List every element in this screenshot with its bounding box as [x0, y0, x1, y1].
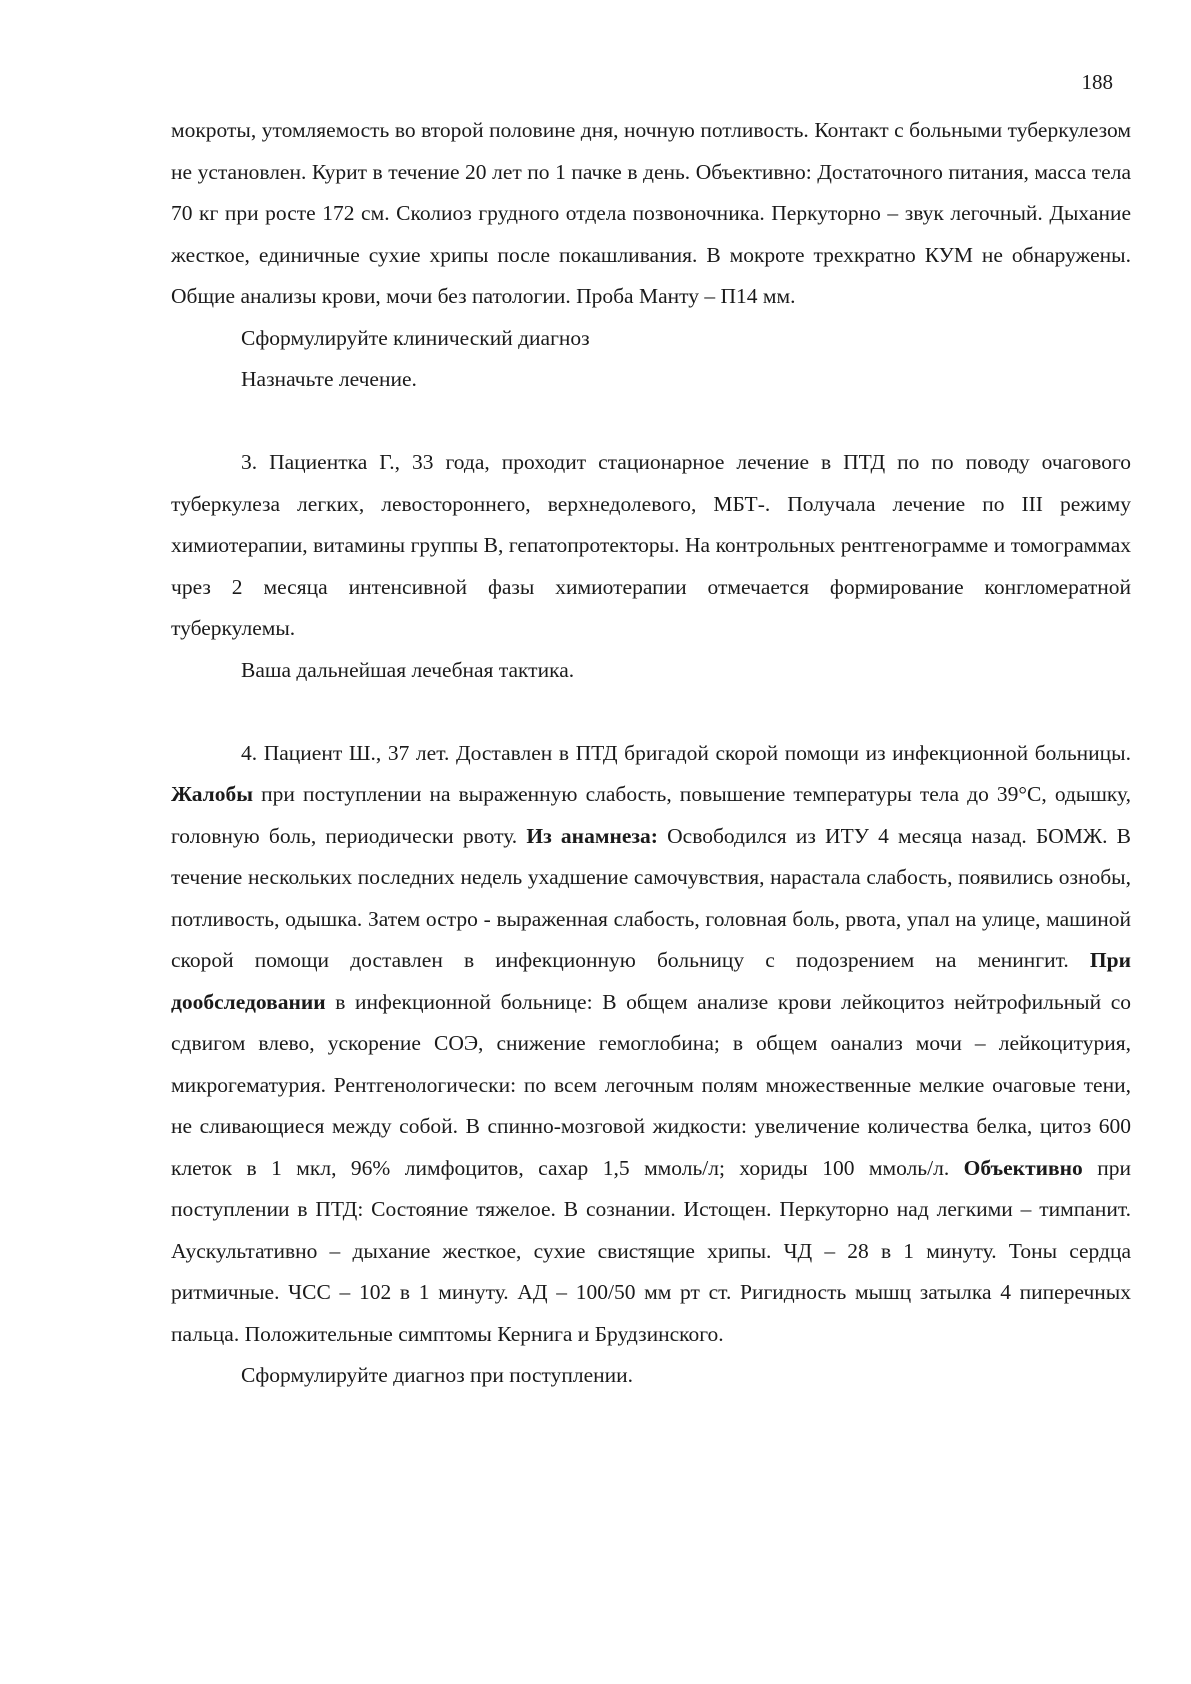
- anamnesis-text: Освободился из ИТУ 4 месяца назад. БОМЖ. В течение нескольких последних недель ухадшение самочувствия, нарастала слабость, появились ознобы, потливость, одышка. Затем остро - выраженная слабость, головная боль, рвота, упал на улице, машиной скорой помощи доставлен в инфекционную больницу с подозрением на менингит.: [171, 823, 1132, 972]
- page-number: 188: [1081, 70, 1113, 94]
- case-3-text: 3. Пациентка Г., 33 года, проходит стационарное лечение в ПТД по по поводу очагового туберкулеза легких, левостороннего, верхнедолевого, МБТ-. Получала лечение по III режиму химиотерапии, витамины группы В, гепатопротекторы. На контрольных рентгенограмме и томограммах чрез 2 месяца интенсивной фазы химиотерапии отмечается формирование конгломератной туберкулемы.: [171, 450, 1131, 640]
- paragraph-gap: [171, 401, 1131, 443]
- objective-label: Объективно: [963, 1155, 1083, 1180]
- case-4-task: Сформулируйте диагноз при поступлении.: [241, 1363, 634, 1387]
- case-4-text: [171, 733, 1131, 1356]
- case-2-continuation: мокроты, утомляемость во второй половине дня, ночную потливость. Контакт с больными туберкулезом не установлен. Курит в течение 20 лет по 1 пачке в день. Объективно: Достаточного питания, масса тела 70 кг при росте 172 см. Сколиоз грудного отдела позвоночника. Перкуторно – звук легочный. Дыхание жесткое, единичные сухие хрипы после покашливания. В мокроте трехкратно КУМ не обнаружены. Общие анализы крови, мочи без патологии. Проба Манту – П14 мм.: [171, 118, 1131, 308]
- case-2-task-diagnosis: Сформулируйте клинический диагноз: [241, 325, 590, 350]
- case-4-intro: 4. Пациент Ш., 37 лет. Доставлен в ПТД бригадой скорой помощи из инфекционной больницы.: [241, 740, 1131, 765]
- paragraph-gap: [171, 691, 1131, 733]
- objective-text: при поступлении в ПТД: Состояние тяжелое. В сознании. Истощен. Перкуторно над легкими – тимпанит. Аускультативно – дыхание жесткое, сухие свистящие хрипы. ЧД – 28 в 1 минуту. Тоны сердца ритмичные. ЧСС – 102 в 1 минуту. АД – 100/50 мм рт ст. Ригидность мышц затылка 4 пиперечных пальца. Положительные симптомы Кернига и Брудзинского.: [171, 1155, 1132, 1346]
- document-body: [171, 110, 1131, 1397]
- case-2-task-treatment: Назначьте лечение.: [241, 367, 417, 391]
- exam-label: При дообследовании: [171, 948, 1131, 1014]
- complaints-label: Жалобы: [171, 782, 254, 806]
- exam-text: в инфекционной больнице: В общем анализе крови лейкоцитоз нейтрофильный со сдвигом влево, ускорение СОЭ, снижение гемоглобина; в общем оанализ мочи – лейкоцитурия, микрогематурия. Рентгенологически: по всем легочным полям множественные мелкие очаговые тени, не сливающиеся между собой. В спинно-мозговой жидкости: увеличение количества белка, цитоз 600 клеток в 1 мкл, 96% лимфоцитов, сахар 1,5 ммоль/л; хориды 100 ммоль/л.: [171, 989, 1131, 1180]
- complaints-text: при поступлении на выраженную слабость, повышение температуры тела до 39°С, одышку, головную боль, периодически рвоту.: [171, 782, 1132, 848]
- anamnesis-label: Из анамнеза:: [526, 823, 658, 848]
- case-3-task: Ваша дальнейшая лечебная тактика.: [241, 657, 575, 682]
